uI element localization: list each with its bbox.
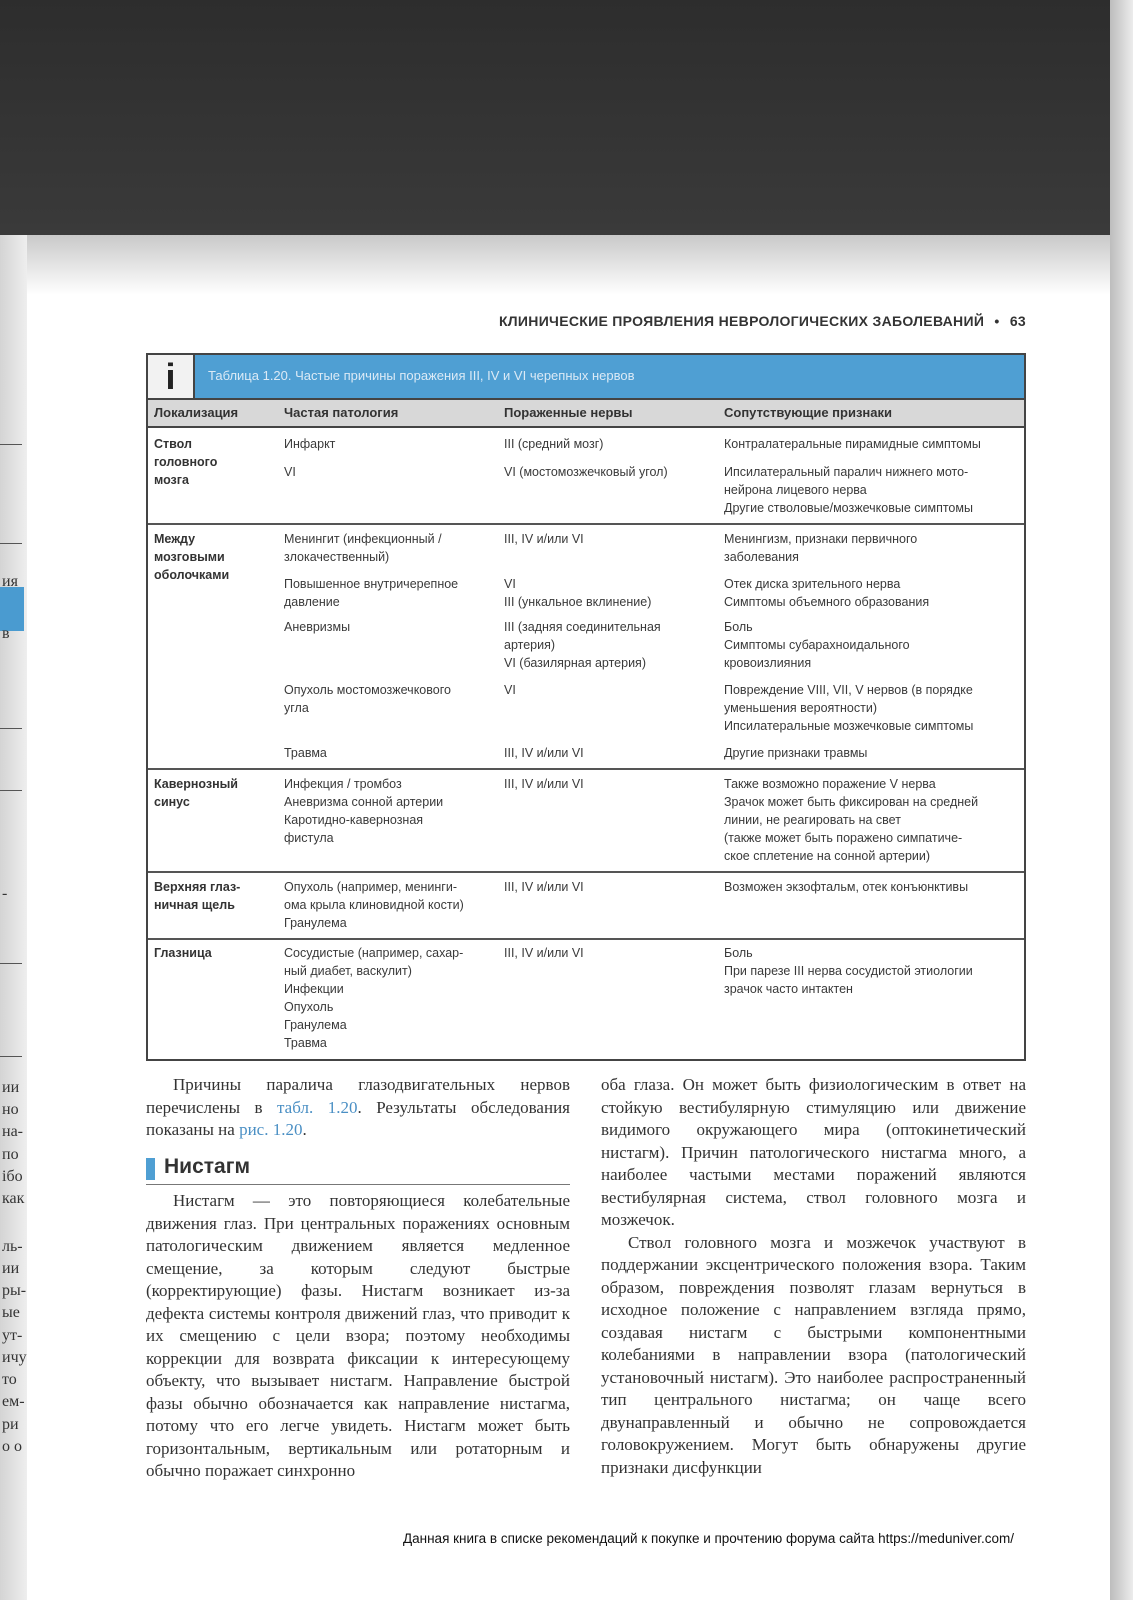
- table-cell-nerves: III, IV и/или VI: [504, 532, 584, 546]
- page-number: 63: [1009, 313, 1026, 329]
- column-header-signs: Сопутствующие признаки: [724, 405, 892, 420]
- facing-page-fragment: ры-: [2, 1282, 27, 1299]
- right-paragraph-1: оба глаза. Он может быть физиологическим в ответ на стойкую вестибулярную стимуляцию или движение видимого окружающего мира (оптокинетический нистагм). Причин патологического нистагма много, а наиболее частыми местами поражений являются вестибулярная система, ствол головного мозга и мозжечок.: [601, 1075, 1026, 1229]
- table-cell-signs: Менингизм, признаки первичного заболевания: [724, 532, 918, 564]
- group-separator: [148, 871, 1024, 873]
- table-cell-pathology: Сосудистые (например, сахар- ный диабет, васкулит) Инфекции Опухоль Гранулема Травма: [284, 946, 464, 1050]
- nystagmus-paragraph-column: [146, 1190, 570, 1483]
- table-cell-location: Верхняя глаз- ничная щель: [154, 880, 241, 912]
- table-cell-nerves: III, IV и/или VI: [504, 777, 584, 791]
- body-right-column: [601, 1074, 1026, 1479]
- figure-reference-link[interactable]: рис. 1.20: [239, 1120, 303, 1139]
- facing-page-fragment: ем-: [2, 1393, 25, 1410]
- intro-text: . Результаты обследования показаны на: [146, 1097, 570, 1139]
- table-title: Таблица 1.20. Частые причины поражения III, IV и VI черепных нервов: [208, 368, 635, 383]
- table-cell-signs: Также возможно поражение V нерва Зрачок может быть фиксирован на средней линии, не реагировать на свет (также может быть поражено симпатиче- ское сплетение на сонной артерии): [724, 777, 979, 863]
- heading-accent-bar: [146, 1158, 155, 1180]
- facing-page-rule: [0, 1056, 22, 1057]
- table-cell-nerves: VI (мостомозжечковый угол): [504, 465, 668, 479]
- table-cell-signs: Боль Симптомы субарахноидального кровоизлияния: [724, 620, 910, 670]
- table-cell-signs: Возможен экзофтальм, отек конъюнктивы: [724, 880, 969, 894]
- column-header-nerves: Пораженные нервы: [504, 405, 633, 420]
- facing-page-rule: [0, 444, 22, 445]
- table-cell-pathology: Менингит (инфекционный / злокачественный): [284, 532, 442, 564]
- facing-page-rule: [0, 963, 22, 964]
- table-cell-pathology: Опухоль мостомозжечкового угла: [284, 683, 451, 715]
- dark-background-top: [0, 0, 1133, 235]
- facing-page-fragment: ия: [2, 573, 18, 590]
- intro-paragraph: [146, 1074, 570, 1142]
- table-cell-location: Между мозговыми оболочками: [154, 532, 230, 582]
- table-cell-signs: Ипсилатеральный паралич нижнего мото- нейрона лицевого нерва Другие стволовые/мозжечковые симптомы: [724, 465, 973, 515]
- table-cell-pathology: Инфаркт: [284, 437, 336, 451]
- intro-text: Причины паралича глазодвигательных нервов перечислены в: [146, 1075, 570, 1117]
- facing-page-fragment: в: [2, 625, 10, 642]
- section-heading-text: Нистагм: [164, 1155, 250, 1178]
- facing-page-rule: [0, 543, 22, 544]
- group-separator: [148, 938, 1024, 940]
- facing-page-rule: [0, 728, 22, 729]
- page-edge-shadow: [0, 235, 1133, 295]
- table-reference-link[interactable]: табл. 1.20: [277, 1097, 358, 1117]
- facing-page-fragment: ии: [2, 1079, 20, 1096]
- section-heading-nystagmus: [146, 1156, 570, 1185]
- facing-page-fragment: ут-: [2, 1327, 23, 1344]
- table-cell-nerves: III, IV и/или VI: [504, 746, 584, 760]
- facing-page-fragment: ри: [2, 1416, 19, 1433]
- table-title-bar: [148, 355, 1024, 400]
- nystagmus-paragraph: Нистагм — это повторяющиеся колебательные движения глаз. При центральных поражениях основным патологическим движением является медленное смещение, за которым следуют быстрые (корректирующие) фазы. Нистагм возникает из-за дефекта системы контроля движений глаз, что приводит к их смещению с цели взора; поэтому необходимы коррекции для возврата фиксации к интересующему объекту, что вызывает нистагм. Направление быстрой фазы обычно обозначается как направление нистагма, потому что его легче увидеть. Нистагм может быть горизонтальным, вертикальным или ротаторным и обычно поражает синхронно: [146, 1191, 570, 1480]
- running-header: [380, 313, 1026, 329]
- table-cell-signs: Повреждение VIII, VII, V нервов (в порядке уменьшения вероятности) Ипсилатеральные мозжечковые симптомы: [724, 683, 974, 733]
- facing-page-rule: [0, 790, 22, 791]
- facing-page-fragment: то: [2, 1371, 17, 1388]
- facing-page-fragment: ль-: [2, 1238, 23, 1255]
- table-header-row: [148, 400, 1024, 428]
- facing-page-fragment: ые: [2, 1304, 20, 1321]
- table-cell-signs: Отек диска зрительного нерва Симптомы объемного образования: [724, 577, 930, 609]
- running-header-title: КЛИНИЧЕСКИЕ ПРОЯВЛЕНИЯ НЕВРОЛОГИЧЕСКИХ ЗАБОЛЕВАНИЙ: [498, 313, 985, 329]
- facing-page-fragment: но: [2, 1101, 19, 1118]
- body-left-column: [146, 1074, 570, 1142]
- table-cell-nerves: III, IV и/или VI: [504, 880, 584, 894]
- facing-page-fragment: на-: [2, 1123, 23, 1140]
- info-icon: i: [148, 355, 195, 398]
- table-cell-pathology: Инфекция / тромбоз Аневризма сонной артерии Каротидно-кавернозная фистула: [284, 777, 444, 845]
- running-header-separator: •: [994, 313, 1000, 329]
- right-paragraph-2: Ствол головного мозга и мозжечок участвуют в поддержании эксцентрического положения взора. Таким образом, повреждения позволят глазам вернуться в исходное положение с направлением взгляда прямо, создавая нистагм с быстрыми компонентными колебаниями в направлении взора (патологический установочный нистагм). Это наиболее распространенный тип центрального нистагма; он чаще всего двунаправленный и обычно не сопровождается головокружением. Могут быть обнаружены другие признаки дисфункции: [601, 1232, 1026, 1477]
- right-page-edge: [1110, 0, 1133, 1600]
- table-cell-location: Глазница: [154, 946, 212, 960]
- table-cell-pathology: Опухоль (например, менинги- ома крыла клиновидной кости) Гранулема: [284, 880, 464, 930]
- table-cell-nerves: VI: [504, 683, 516, 697]
- table-cell-nerves: III, IV и/или VI: [504, 946, 584, 960]
- table-cell-nerves: VI III (ункальное вклинение): [504, 577, 652, 609]
- facing-page-fragment: ии: [2, 1260, 20, 1277]
- table-cell-location: Кавернозный синус: [154, 777, 238, 809]
- table-cell-pathology: VI: [284, 465, 296, 479]
- group-separator: [148, 523, 1024, 525]
- facing-page-fragment: о о: [2, 1438, 22, 1455]
- table-1-20: [146, 353, 1026, 1061]
- table-cell-signs: Контралатеральные пирамидные симптомы: [724, 437, 981, 451]
- table-cell-location: Ствол головного мозга: [154, 437, 218, 487]
- table-cell-nerves: III (задняя соединительная артерия) VI (базилярная артерия): [504, 620, 661, 670]
- table-cell-nerves: III (средний мозг): [504, 437, 604, 451]
- table-cell-pathology: Повышенное внутричерепное давление: [284, 577, 459, 609]
- table-cell-signs: Другие признаки травмы: [724, 746, 868, 760]
- facing-page-fragment: -: [2, 885, 8, 902]
- footer-note: Данная книга в списке рекомендаций к покупке и прочтению форума сайта https://meduniver.com/: [403, 1531, 1014, 1546]
- facing-page-fragment: как: [2, 1190, 25, 1207]
- group-separator: [148, 768, 1024, 770]
- column-header-location: Локализация: [154, 405, 239, 420]
- table-cell-signs: Боль При парезе III нерва сосудистой этиологии зрачок часто интактен: [724, 946, 973, 996]
- facing-page-fragment: по: [2, 1146, 19, 1163]
- table-cell-pathology: Аневризмы: [284, 620, 351, 634]
- column-header-pathology: Частая патология: [284, 405, 399, 420]
- intro-text: .: [302, 1120, 307, 1139]
- facing-page-fragment: ичу: [2, 1349, 27, 1366]
- facing-page-fragment: ібо: [2, 1168, 23, 1185]
- table-cell-pathology: Травма: [284, 746, 327, 760]
